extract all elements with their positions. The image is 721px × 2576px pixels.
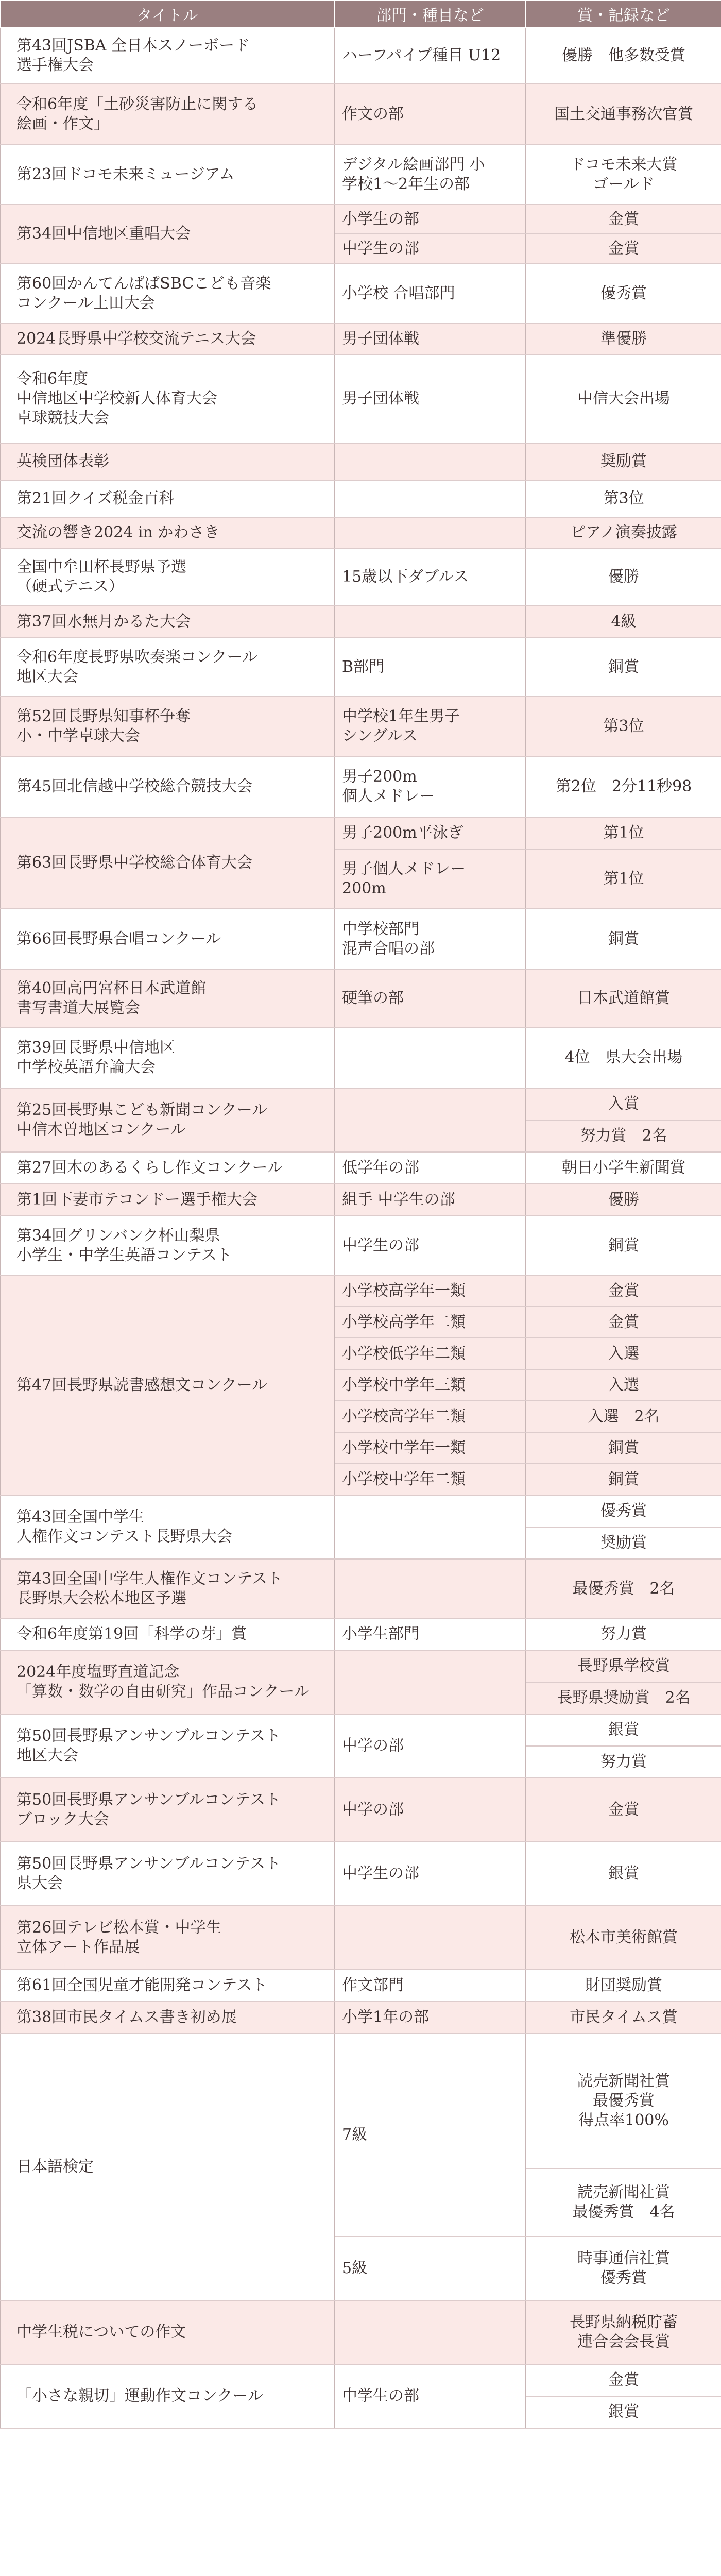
event-title: 令和6年度 中信地区中学校新人体育大会 卓球競技大会 (1, 354, 334, 443)
event-title: 2024年度塩野直道記念 「算数・数学の自由研究」作品コンクール (1, 1650, 334, 1714)
table-row (1, 517, 721, 548)
event-category: 中学校部門 混声合唱の部 (334, 909, 526, 970)
event-title: 第50回長野県アンサンブルコンテスト ブロック大会 (1, 1778, 334, 1842)
event-title: 第60回かんてんぱぱSBCこども音楽 コンクール上田大会 (1, 263, 334, 324)
event-award: 長野県学校賞 (526, 1650, 721, 1682)
event-category: 小学生部門 (334, 1618, 526, 1650)
event-category: 男子個人メドレー 200m (334, 849, 526, 909)
event-category: 小学校高学年一類 (334, 1275, 526, 1307)
event-award: 長野県納税貯蓄 連合会会長賞 (526, 2300, 721, 2364)
event-title: 第25回長野県こども新聞コンクール 中信木曽地区コンクール (1, 1088, 334, 1152)
table-row (1, 263, 721, 324)
event-category: 小学1年の部 (334, 2002, 526, 2033)
event-award: 読売新聞社賞 最優秀賞 得点率100% (526, 2033, 721, 2168)
table-row (1, 84, 721, 144)
event-category: 作文部門 (334, 1970, 526, 2002)
event-award: 準優勝 (526, 324, 721, 354)
event-category: 中学生の部 (334, 1842, 526, 1906)
table-row (1, 1559, 721, 1618)
event-title: 第27回木のあるくらし作文コンクール (1, 1152, 334, 1184)
event-award: 第1位 (526, 849, 721, 909)
event-title: 日本語検定 (1, 2033, 334, 2300)
table-row (1, 1778, 721, 1842)
event-title: 第38回市民タイムス書き初め展 (1, 2002, 334, 2033)
event-award: 努力賞 (526, 1618, 721, 1650)
event-category: 小学生の部 (334, 205, 526, 234)
event-award: 金賞 (526, 205, 721, 234)
event-award: 銅賞 (526, 638, 721, 696)
event-title: 第37回水無月かるた大会 (1, 606, 334, 638)
table-row (1, 443, 721, 480)
event-category: ハーフパイプ種目 U12 (334, 27, 526, 84)
event-title: 第1回下妻市テコンドー選手権大会 (1, 1184, 334, 1216)
event-category (334, 1027, 526, 1088)
event-category: 中学校1年生男子 シングルス (334, 696, 526, 756)
table-row (1, 1714, 721, 1746)
event-award: 銅賞 (526, 1432, 721, 1464)
event-award: 銅賞 (526, 909, 721, 970)
event-award: 優秀賞 (526, 1495, 721, 1527)
table-row (1, 1842, 721, 1906)
event-category: 小学校低学年二類 (334, 1338, 526, 1369)
event-award: 朝日小学生新聞賞 (526, 1152, 721, 1184)
event-category: 組手 中学生の部 (334, 1184, 526, 1216)
event-title: 第43回JSBA 全日本スノーボード 選手権大会 (1, 27, 334, 84)
table-row (1, 696, 721, 756)
event-award: 第3位 (526, 696, 721, 756)
event-category: 中学生の部 (334, 2364, 526, 2428)
table-row (1, 1495, 721, 1527)
event-title: 第66回長野県合唱コンクール (1, 909, 334, 970)
event-award: 優勝 (526, 548, 721, 606)
header-category: 部門・種目など (334, 1, 526, 27)
event-title: 第61回全国児童才能開発コンテスト (1, 1970, 334, 2002)
event-title: 令和6年度「土砂災害防止に関する 絵画・作文」 (1, 84, 334, 144)
event-award: 4位 県大会出場 (526, 1027, 721, 1088)
event-award: 銅賞 (526, 1464, 721, 1495)
event-award: 時事通信社賞 優秀賞 (526, 2236, 721, 2300)
event-title: 令和6年度長野県吹奏楽コンクール 地区大会 (1, 638, 334, 696)
event-title: 第52回長野県知事杯争奪 小・中学卓球大会 (1, 696, 334, 756)
event-category (334, 1650, 526, 1714)
event-category: 小学校中学年三類 (334, 1369, 526, 1401)
event-title: 第47回長野県読書感想文コンクール (1, 1275, 334, 1495)
event-award: ドコモ未来大賞 ゴールド (526, 144, 721, 205)
event-award: 市民タイムス賞 (526, 2002, 721, 2033)
table-row (1, 354, 721, 443)
event-award: 金賞 (526, 1275, 721, 1307)
table-row (1, 548, 721, 606)
table-row (1, 1088, 721, 1120)
event-award: 金賞 (526, 2364, 721, 2396)
event-title: 第34回グリンバンク杯山梨県 小学生・中学生英語コンテスト (1, 1216, 334, 1275)
event-award: 優勝 他多数受賞 (526, 27, 721, 84)
table-row (1, 205, 721, 234)
event-award: 財団奨励賞 (526, 1970, 721, 2002)
event-category: 15歳以下ダブルス (334, 548, 526, 606)
event-title: 2024長野県中学校交流テニス大会 (1, 324, 334, 354)
event-category: 男子200m 個人メドレー (334, 756, 526, 817)
event-category (334, 1559, 526, 1618)
event-category: 男子団体戦 (334, 324, 526, 354)
event-award: 入賞 (526, 1088, 721, 1120)
table-row (1, 1184, 721, 1216)
event-award: 中信大会出場 (526, 354, 721, 443)
event-title: 第43回全国中学生人権作文コンテスト 長野県大会松本地区予選 (1, 1559, 334, 1618)
event-award: 第3位 (526, 480, 721, 517)
table-row (1, 817, 721, 849)
table-row (1, 144, 721, 205)
event-category: 小学校高学年二類 (334, 1401, 526, 1432)
table-row (1, 756, 721, 817)
event-award: 優秀賞 (526, 263, 721, 324)
event-category: 中学の部 (334, 1778, 526, 1842)
event-award: 入選 (526, 1369, 721, 1401)
table-row (1, 1906, 721, 1970)
table-row (1, 1970, 721, 2002)
event-award: 長野県奨励賞 2名 (526, 1682, 721, 1714)
event-title: 全国中牟田杯長野県予選 （硬式テニス） (1, 548, 334, 606)
event-award: 松本市美術館賞 (526, 1906, 721, 1970)
event-title: 第50回長野県アンサンブルコンテスト 県大会 (1, 1842, 334, 1906)
event-award: 最優秀賞 2名 (526, 1559, 721, 1618)
event-category (334, 2300, 526, 2364)
event-award: 銀賞 (526, 2396, 721, 2428)
event-award: 金賞 (526, 1778, 721, 1842)
event-award: 第2位 2分11秒98 (526, 756, 721, 817)
event-category (334, 606, 526, 638)
table-row (1, 638, 721, 696)
event-category (334, 1906, 526, 1970)
event-category (334, 517, 526, 548)
event-title: 第34回中信地区重唱大会 (1, 205, 334, 263)
event-award: 4級 (526, 606, 721, 638)
event-title: 第43回全国中学生 人権作文コンテスト長野県大会 (1, 1495, 334, 1559)
event-award: 努力賞 (526, 1746, 721, 1778)
table-row (1, 1650, 721, 1682)
event-category: 中学生の部 (334, 234, 526, 263)
event-award: 金賞 (526, 1307, 721, 1338)
table-row (1, 909, 721, 970)
event-category: 小学校 合唱部門 (334, 263, 526, 324)
event-category (334, 1495, 526, 1559)
event-title: 中学生税についての作文 (1, 2300, 334, 2364)
event-category: 7級 (334, 2033, 526, 2236)
event-title: 第45回北信越中学校総合競技大会 (1, 756, 334, 817)
table-row (1, 1216, 721, 1275)
table-row (1, 27, 721, 84)
event-category: 男子団体戦 (334, 354, 526, 443)
event-award: 奨励賞 (526, 1527, 721, 1559)
event-category: 作文の部 (334, 84, 526, 144)
table-row (1, 2033, 721, 2168)
event-title: 英検団体表彰 (1, 443, 334, 480)
event-award: 優勝 (526, 1184, 721, 1216)
event-category: 硬筆の部 (334, 970, 526, 1027)
table-row (1, 606, 721, 638)
table-row (1, 970, 721, 1027)
table-row (1, 1027, 721, 1088)
event-title: 第23回ドコモ未来ミュージアム (1, 144, 334, 205)
header-title: タイトル (1, 1, 334, 27)
table-row (1, 324, 721, 354)
event-award: 銀賞 (526, 1714, 721, 1746)
event-award: 国土交通事務次官賞 (526, 84, 721, 144)
table-row (1, 1618, 721, 1650)
event-title: 第50回長野県アンサンブルコンテスト 地区大会 (1, 1714, 334, 1778)
event-category: B部門 (334, 638, 526, 696)
event-award: ピアノ演奏披露 (526, 517, 721, 548)
event-category: 中学の部 (334, 1714, 526, 1778)
event-award: 金賞 (526, 234, 721, 263)
event-category: 低学年の部 (334, 1152, 526, 1184)
table-row (1, 2300, 721, 2364)
table-header-row (1, 1, 721, 27)
event-category (334, 443, 526, 480)
event-category: 小学校中学年一類 (334, 1432, 526, 1464)
event-category: 中学生の部 (334, 1216, 526, 1275)
header-award: 賞・記録など (526, 1, 721, 27)
event-title: 交流の響き2024 in かわさき (1, 517, 334, 548)
event-category: 小学校中学年二類 (334, 1464, 526, 1495)
event-award: 銅賞 (526, 1216, 721, 1275)
table-row (1, 2364, 721, 2396)
event-category: 小学校高学年二類 (334, 1307, 526, 1338)
event-title: 第40回高円宮杯日本武道館 書写書道大展覧会 (1, 970, 334, 1027)
event-category (334, 480, 526, 517)
event-title: 「小さな親切」運動作文コンクール (1, 2364, 334, 2428)
event-award: 第1位 (526, 817, 721, 849)
event-title: 第39回長野県中信地区 中学校英語弁論大会 (1, 1027, 334, 1088)
table-row (1, 480, 721, 517)
event-category: 男子200m平泳ぎ (334, 817, 526, 849)
table-row (1, 1275, 721, 1307)
table-row (1, 2002, 721, 2033)
event-award: 努力賞 2名 (526, 1120, 721, 1152)
event-title: 第21回クイズ税金百科 (1, 480, 334, 517)
event-title: 第26回テレビ松本賞・中学生 立体アート作品展 (1, 1906, 334, 1970)
event-award: 奨励賞 (526, 443, 721, 480)
event-award: 入選 2名 (526, 1401, 721, 1432)
table-row (1, 1152, 721, 1184)
event-category (334, 1088, 526, 1152)
event-title: 第63回長野県中学校総合体育大会 (1, 817, 334, 909)
event-award: 銀賞 (526, 1842, 721, 1906)
event-category: 5級 (334, 2236, 526, 2300)
event-title: 令和6年度第19回「科学の芽」賞 (1, 1618, 334, 1650)
event-category: デジタル絵画部門 小 学校1～2年生の部 (334, 144, 526, 205)
event-award: 入選 (526, 1338, 721, 1369)
event-award: 日本武道館賞 (526, 970, 721, 1027)
event-award: 読売新聞社賞 最優秀賞 4名 (526, 2168, 721, 2236)
